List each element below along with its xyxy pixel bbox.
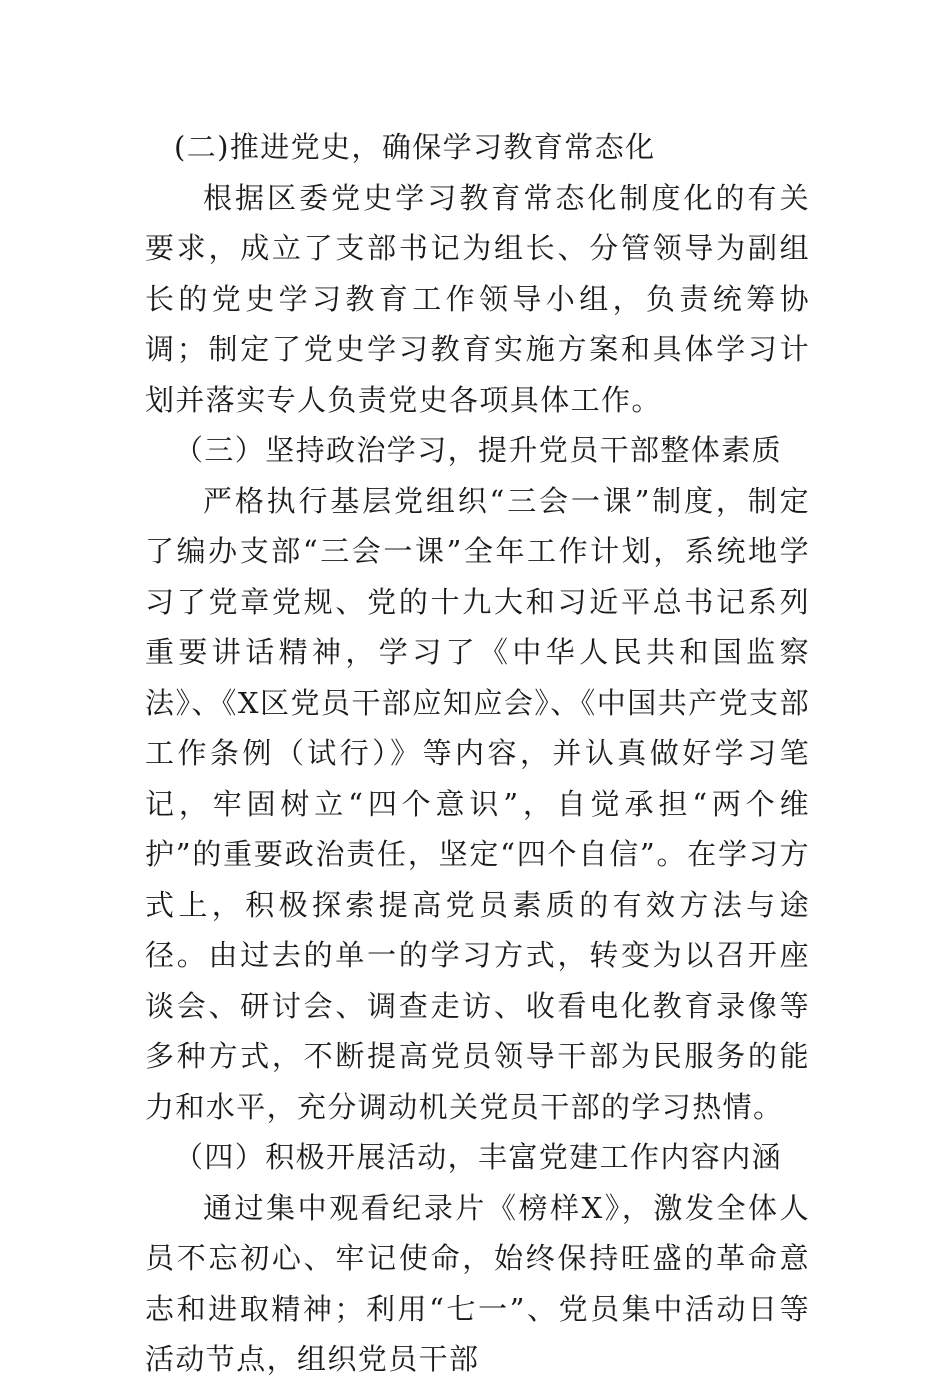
section-heading-2: (二)推进党史，确保学习教育常态化 <box>174 130 656 164</box>
section-heading-4: （四）积极开展活动，丰富党建工作内容内涵 <box>174 1140 783 1174</box>
paragraph-party-history-study: 根据区委党史学习教育常态化制度化的有关要求，成立了支部书记为组长、分管领导为副组长的党史学习教育工作领导小组，负责统筹协调；制定了党史学习教育实施方案和具体学习计划并落实专人负责党史各项具体工作。 <box>145 180 810 417</box>
section-heading-3: （三）坚持政治学习，提升党员干部整体素质 <box>174 433 783 467</box>
document-body <box>145 122 810 1385</box>
paragraph-activities: 通过集中观看纪录片《榜样X》，激发全体人员不忘初心、牢记使命，始终保持旺盛的革命意志和进取精神；利用“七一”、党员集中活动日等活动节点，组织党员干部 <box>145 1190 810 1376</box>
paragraph-political-study: 严格执行基层党组织“三会一课”制度，制定了编办支部“三会一课”全年工作计划，系统地学习了党章党规、党的十九大和习近平总书记系列重要讲话精神，学习了《中华人民共和国监察法》、《X区党员干部应知应会》、《中国共产党支部工作条例（试行）》等内容，并认真做好学习笔记，牢固树立“四个意识”，自觉承担“两个维护”的重要政治责任，坚定“四个自信”。在学习方式上，积极探索提高党员素质的有效方法与途径。由过去的单一的学习方式，转变为以召开座谈会、研讨会、调查走访、收看电化教育录像等多种方式，不断提高党员领导干部为民服务的能力和水平，充分调动机关党员干部的学习热情。 <box>145 483 810 1124</box>
